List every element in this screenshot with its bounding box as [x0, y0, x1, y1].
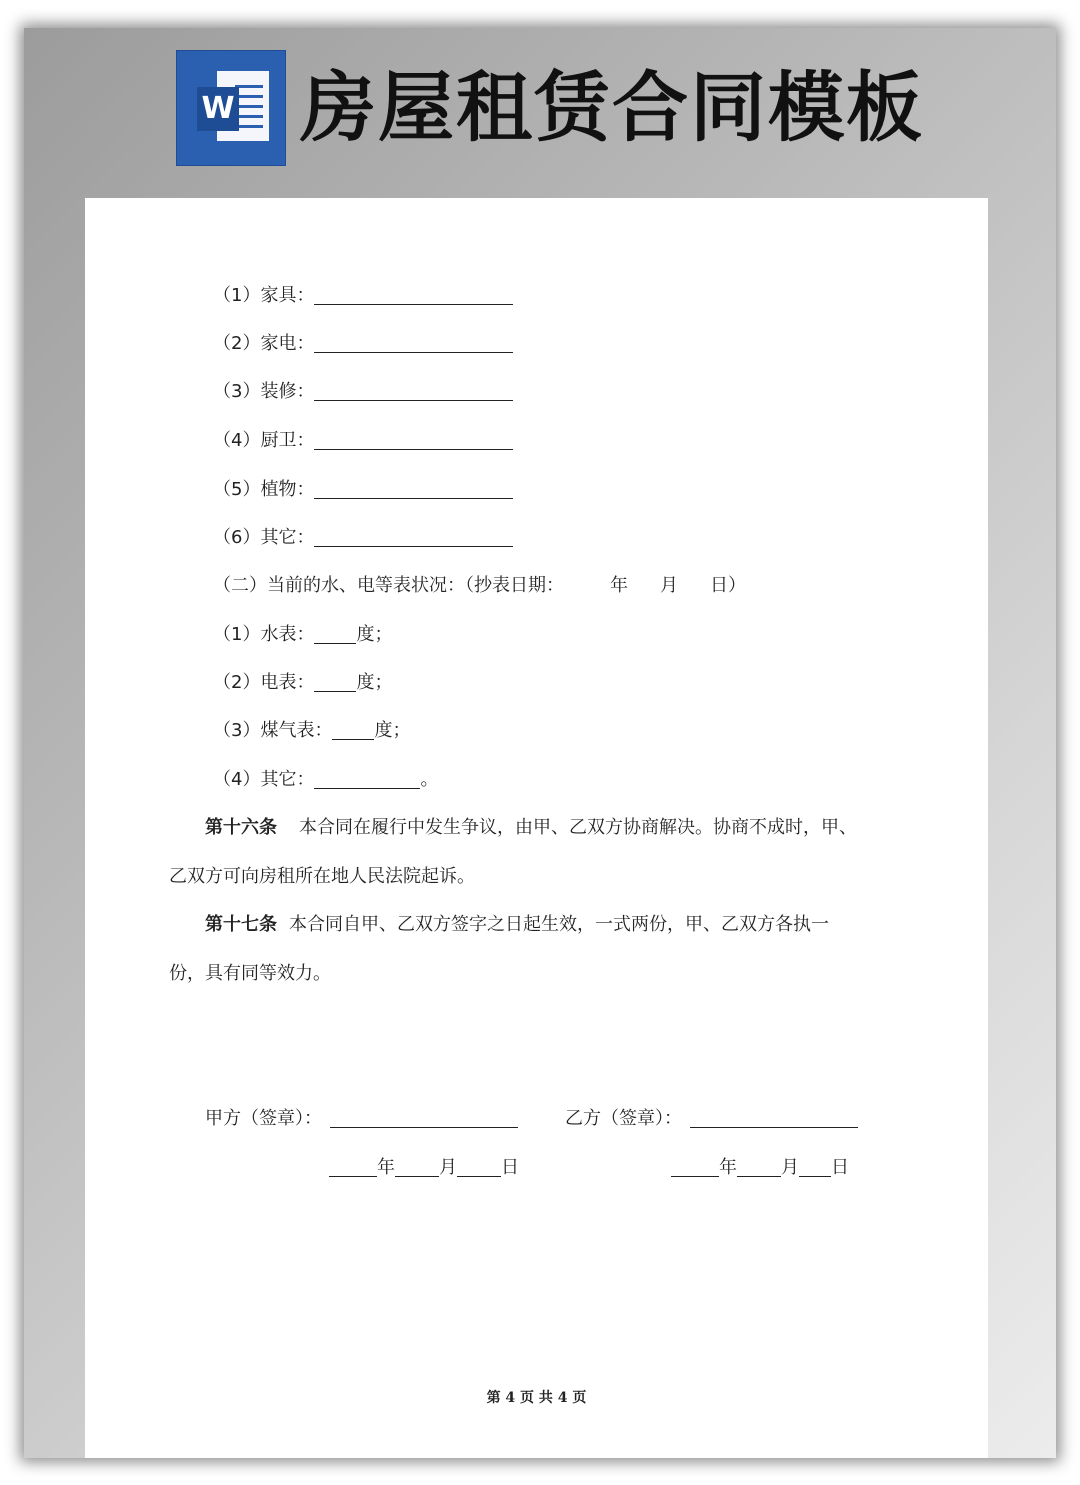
blank-line[interactable] — [332, 719, 374, 740]
blank-line[interactable] — [314, 478, 513, 499]
item-decoration — [213, 380, 513, 404]
meter-unit: 。 — [420, 769, 439, 790]
signature-line[interactable] — [330, 1107, 518, 1128]
article-17-line2: 份，具有同等效力。 — [169, 963, 331, 984]
date-month-label: 月 — [439, 1157, 457, 1178]
date-day-label: 日 — [831, 1157, 849, 1178]
meter-unit: 度； — [356, 624, 393, 645]
blank-line[interactable] — [314, 526, 513, 547]
meter-header-prefix: （二）当前的水、电等表状况：（抄表日期： — [213, 575, 564, 596]
date-year-blank[interactable] — [671, 1156, 719, 1177]
banner-title: 房屋租赁合同模板 — [300, 63, 924, 152]
word-letter: W — [197, 87, 239, 131]
meter-label: （3）煤气表： — [213, 720, 333, 741]
meter-gas — [213, 719, 410, 743]
blank-line[interactable] — [314, 768, 420, 789]
item-appliances — [213, 332, 513, 356]
article-16-line2: 乙双方可向房租所在地人民法院起诉。 — [169, 866, 475, 887]
meter-header-day: 日） — [710, 575, 746, 596]
item-kitchen-bath — [213, 429, 513, 453]
meter-other — [213, 768, 438, 792]
item-label: （2）家电： — [213, 333, 315, 354]
item-plants — [213, 478, 513, 502]
article-17-text1: 本合同自甲、乙双方签字之日起生效，一式两份，甲、乙双方各执一 — [289, 914, 829, 935]
meter-header — [213, 574, 746, 598]
document-page — [85, 198, 988, 1458]
word-icon — [176, 50, 286, 166]
item-furniture — [213, 284, 513, 308]
item-label: （5）植物： — [213, 479, 315, 500]
blank-line[interactable] — [314, 380, 513, 401]
date-party-b — [671, 1156, 849, 1180]
item-label: （1）家具： — [213, 285, 315, 306]
meter-label: （1）水表： — [213, 624, 315, 645]
blank-line[interactable] — [314, 332, 513, 353]
page-number: 第 4 页 共 4 页 — [486, 1390, 587, 1406]
party-a-label: 甲方（签章）： — [205, 1108, 322, 1129]
signature-party-a — [205, 1107, 518, 1131]
blank-line[interactable] — [314, 429, 513, 450]
meter-header-month: 月 — [660, 575, 678, 596]
date-day-blank[interactable] — [457, 1156, 501, 1177]
article-17-line1 — [205, 913, 829, 937]
blank-line[interactable] — [314, 623, 356, 644]
meter-label: （4）其它： — [213, 769, 315, 790]
date-day-blank[interactable] — [799, 1156, 831, 1177]
meter-unit: 度； — [374, 720, 411, 741]
meter-water — [213, 623, 392, 647]
meter-unit: 度； — [356, 672, 393, 693]
date-year-label: 年 — [377, 1157, 395, 1178]
signature-party-b — [565, 1107, 858, 1131]
party-b-label: 乙方（签章）： — [565, 1108, 682, 1129]
article-16-heading: 第十六条 — [205, 817, 277, 838]
meter-header-year: 年 — [610, 575, 628, 596]
article-16-text1: 本合同在履行中发生争议，由甲、乙双方协商解决。协商不成时，甲、 — [299, 817, 857, 838]
item-label: （4）厨卫： — [213, 430, 315, 451]
item-label: （6）其它： — [213, 527, 315, 548]
date-day-label: 日 — [501, 1157, 519, 1178]
date-party-a — [329, 1156, 519, 1180]
date-month-blank[interactable] — [737, 1156, 781, 1177]
date-year-label: 年 — [719, 1157, 737, 1178]
meter-label: （2）电表： — [213, 672, 315, 693]
article-16-line1 — [205, 816, 857, 840]
date-month-label: 月 — [781, 1157, 799, 1178]
meter-electric — [213, 671, 392, 695]
blank-line[interactable] — [314, 671, 356, 692]
article-17-heading: 第十七条 — [205, 914, 277, 935]
date-year-blank[interactable] — [329, 1156, 377, 1177]
date-month-blank[interactable] — [395, 1156, 439, 1177]
item-other — [213, 526, 513, 550]
signature-line[interactable] — [690, 1107, 858, 1128]
item-label: （3）装修： — [213, 381, 315, 402]
blank-line[interactable] — [314, 284, 513, 305]
